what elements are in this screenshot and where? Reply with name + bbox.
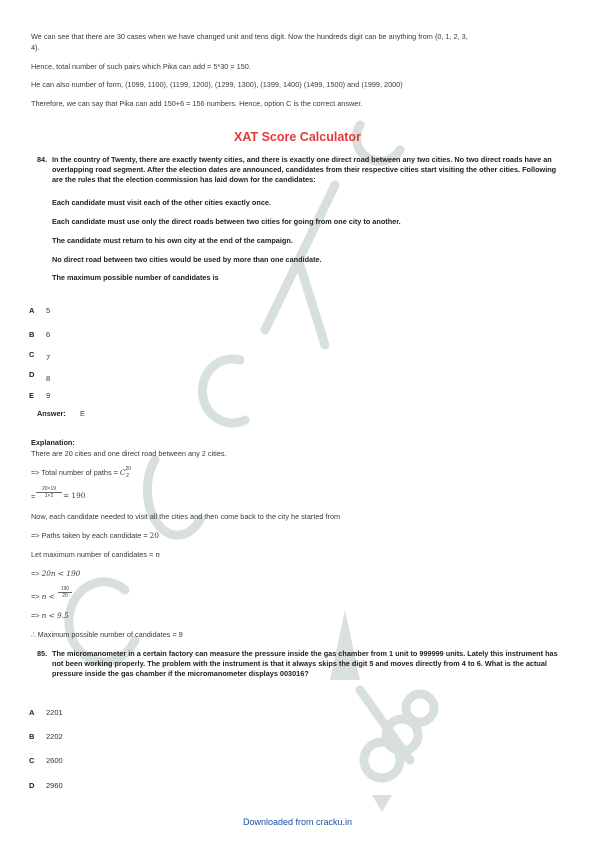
question-number: 85. bbox=[37, 649, 48, 658]
option-label: C bbox=[29, 756, 35, 765]
explanation-line: => n < bbox=[31, 592, 55, 601]
option-label: D bbox=[29, 781, 35, 790]
question-text: The micromanometer in a certain factory can measure the pressure inside the gas chamber from 1 unit to 999999 units. Lately this instrument has not been working properly. The problem with the instrument is that it always skips the digit 5 and moves directly from 4 to 6. What is the actual pressure inside the gas chamber if the micromanometer displays 003016? bbox=[52, 649, 558, 678]
option-label: C bbox=[29, 350, 35, 359]
intro-line: Hence, total number of such pairs which Pika can add = 5*30 = 150. bbox=[31, 62, 251, 71]
option-value: 2960 bbox=[46, 781, 63, 790]
option-value: 5 bbox=[46, 306, 51, 315]
fraction: $\frac{190}{20}$ bbox=[58, 586, 72, 599]
answer-label: Answer: bbox=[37, 409, 66, 418]
option-label: E bbox=[29, 391, 35, 400]
intro-line: He can also number of form, (1099, 1100), (1199, 1200), (1299, 1300), (1399, 1400) (1499, 1500) and (1999, 2000) bbox=[31, 80, 403, 89]
explanation-conclusion: ∴ Maximum possible number of candidates = 9 bbox=[31, 630, 183, 639]
question-number: 84. bbox=[37, 155, 48, 164]
explanation-line: => Paths taken by each candidate = 20 bbox=[31, 531, 159, 540]
rule-item: Each candidate must visit each of the other cities exactly once. bbox=[52, 198, 271, 207]
explanation-line: Now, each candidate needed to visit all the cities and then come back to the city he started from bbox=[31, 512, 341, 521]
intro-line: Therefore, we can say that Pika can add 150+6 = 156 numbers. Hence, option C is the correct answer. bbox=[31, 99, 363, 108]
intro-line: 4}. bbox=[31, 43, 40, 52]
explanation-line: => Total number of paths = $C^{20}_2$ bbox=[31, 466, 132, 479]
option-label: A bbox=[29, 708, 35, 717]
question-text: In the country of Twenty, there are exactly twenty cities, and there is exactly one direct road between any two cities. No two direct roads have an overlapping road segment. After the election dates are announced, candidates from their respective cities start visiting the other cities. Following are the rules that the election commission has laid down for the candidates: bbox=[52, 155, 557, 184]
fraction: $\frac{20\times 19}{1\times 2}$ bbox=[36, 486, 62, 499]
explanation-line: Let maximum number of candidates = n bbox=[31, 550, 161, 559]
option-value: 2600 bbox=[46, 756, 63, 765]
option-value: 8 bbox=[46, 374, 51, 383]
rule-item: The candidate must return to his own city at the end of the campaign. bbox=[52, 236, 293, 245]
option-label: A bbox=[29, 306, 35, 315]
xat-score-calculator-link[interactable]: XAT Score Calculator bbox=[234, 130, 361, 144]
intro-line: We can see that there are 30 cases when we have changed unit and tens digit. Now the hundreds digit can be anything from {0, 1, 2, 3, bbox=[31, 32, 468, 41]
explanation-line: There are 20 cities and one direct road between any 2 cities. bbox=[31, 449, 227, 458]
answer-value: E bbox=[80, 409, 85, 418]
rule-item: The maximum possible number of candidates is bbox=[52, 273, 219, 282]
explanation-heading: Explanation: bbox=[31, 438, 75, 447]
rule-item: No direct road between two cities would be used by more than one candidate. bbox=[52, 255, 322, 264]
explanation-line: => n < 9.5 bbox=[31, 611, 69, 620]
option-value: 9 bbox=[46, 391, 51, 400]
option-value: 6 bbox=[46, 330, 51, 339]
option-value: 2201 bbox=[46, 708, 63, 717]
option-value: 7 bbox=[46, 353, 51, 362]
option-label: B bbox=[29, 732, 35, 741]
explanation-equals: = bbox=[31, 492, 36, 501]
option-label: D bbox=[29, 370, 35, 379]
option-value: 2202 bbox=[46, 732, 63, 741]
rule-item: Each candidate must use only the direct roads between two cities for going from one city to another. bbox=[52, 217, 401, 226]
explanation-line: => 20n < 190 bbox=[31, 569, 81, 578]
option-label: B bbox=[29, 330, 35, 339]
footer-link[interactable]: Downloaded from cracku.in bbox=[242, 817, 353, 827]
explanation-result: = 190 bbox=[63, 491, 86, 500]
